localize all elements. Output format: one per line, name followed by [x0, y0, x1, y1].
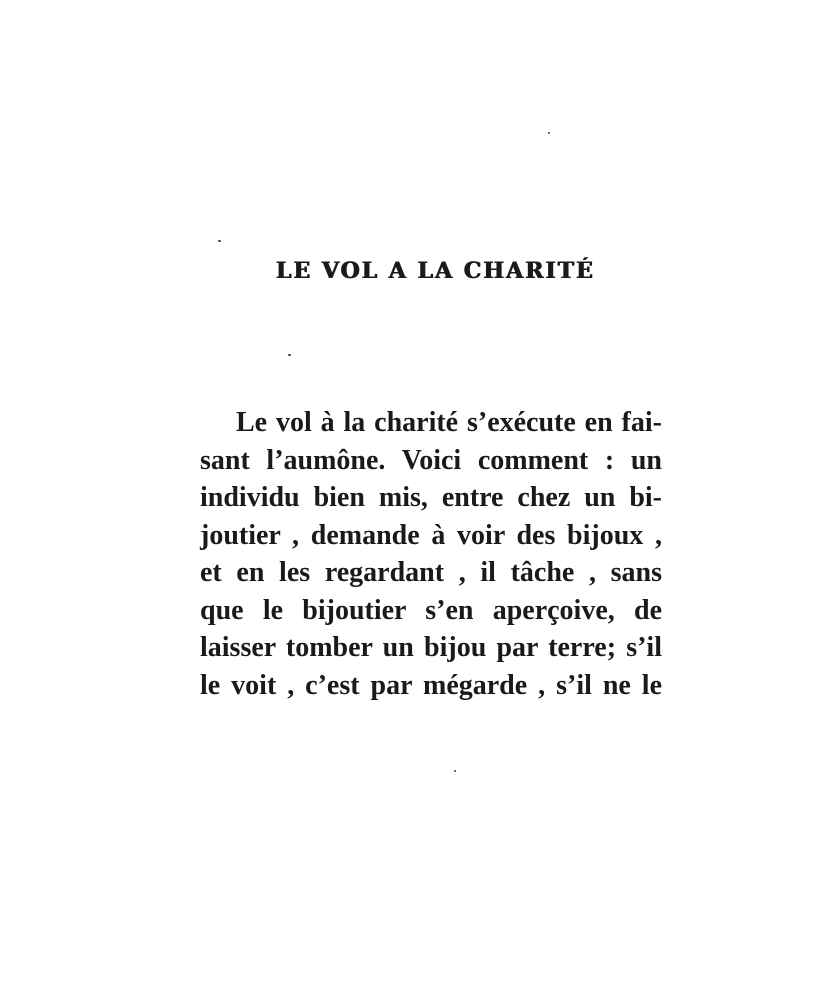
text-line: laisser tomber un bijou par terre; s’il — [200, 632, 662, 663]
text-line: le voit , c’est par mégarde , s’il ne le — [200, 669, 662, 701]
body-paragraph — [200, 404, 662, 704]
chapter-title: LE VOL A LA CHARITÉ — [275, 258, 595, 284]
text-line: que le bijoutier s’en aperçoive, de — [200, 594, 662, 626]
print-speck — [548, 132, 550, 134]
text-line: Le vol à la charité s’exécute en fai- — [236, 407, 662, 438]
text-line: sant l’aumône. Voici comment : un — [200, 444, 662, 476]
print-speck — [218, 240, 221, 242]
text-line: et en les regardant , il tâche , sans — [200, 557, 662, 588]
print-speck — [454, 770, 456, 772]
print-speck — [288, 354, 291, 356]
text-line: joutier , demande à voir des bijoux , — [200, 519, 662, 551]
text-line: individu bien mis, entre chez un bi- — [200, 482, 662, 513]
